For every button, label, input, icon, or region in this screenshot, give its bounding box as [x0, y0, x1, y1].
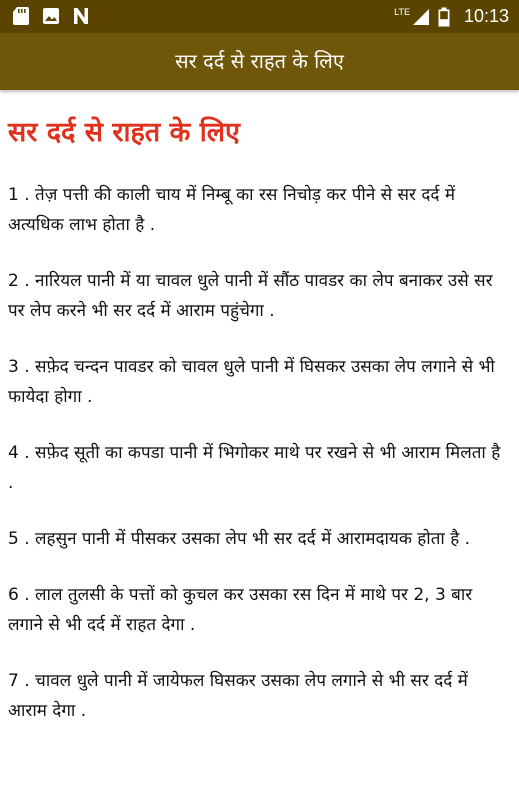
image-icon: [42, 6, 60, 24]
tip-item: 5 . लहसुन पानी में पीसकर उसका लेप भी सर दर्द में आरामदायक होता है .: [8, 529, 471, 549]
tip-item: 1 . तेज़ पत्ती की काली चाय में निम्बू का रस निचोड़ कर पीने से सर दर्द में अत्यधिक लाभ होता है .: [8, 185, 456, 235]
tip-item: 6 . लाल तुलसी के पत्तों को कुचल कर उसका रस दिन में माथे पर 2, 3 बार लगाने से भी दर्द में राहत देगा .: [8, 585, 473, 635]
network-type-label: LTE: [394, 6, 410, 17]
app-bar: [0, 33, 519, 90]
status-time: 10:13: [463, 6, 509, 26]
article-content: [8, 116, 508, 752]
tip-item: 2 . नारियल पानी में या चावल धुले पानी में सौंठ पावडर का लेप बनाकर उसे सर पर लेप करने भी सर दर्द में आराम पहुंचेगा .: [8, 271, 493, 321]
tip-item: 7 . चावल धुले पानी में जायेफल घिसकर उसका लेप लगाने से भी सर दर्द में आराम देगा .: [8, 671, 468, 721]
n-app-icon: [72, 6, 90, 24]
status-bar: [0, 0, 519, 33]
system-icons: [394, 5, 509, 27]
tip-item: 3 . सफ़ेद चन्दन पावडर को चावल धुले पानी में घिसकर उसका लेप लगाने से भी फायेदा होगा .: [8, 357, 495, 407]
article-heading: सर दर्द से राहत के लिए: [8, 117, 240, 148]
tip-item: 4 . सफ़ेद सूती का कपडा पानी में भिगोकर माथे पर रखने से भी आराम मिलता है .: [8, 443, 501, 493]
notification-icons: [12, 6, 90, 24]
signal-icon: [412, 7, 430, 25]
sd-card-icon: [12, 6, 30, 24]
app-bar-title: सर दर्द से राहत के लिए: [175, 49, 344, 73]
battery-icon: [438, 7, 456, 25]
